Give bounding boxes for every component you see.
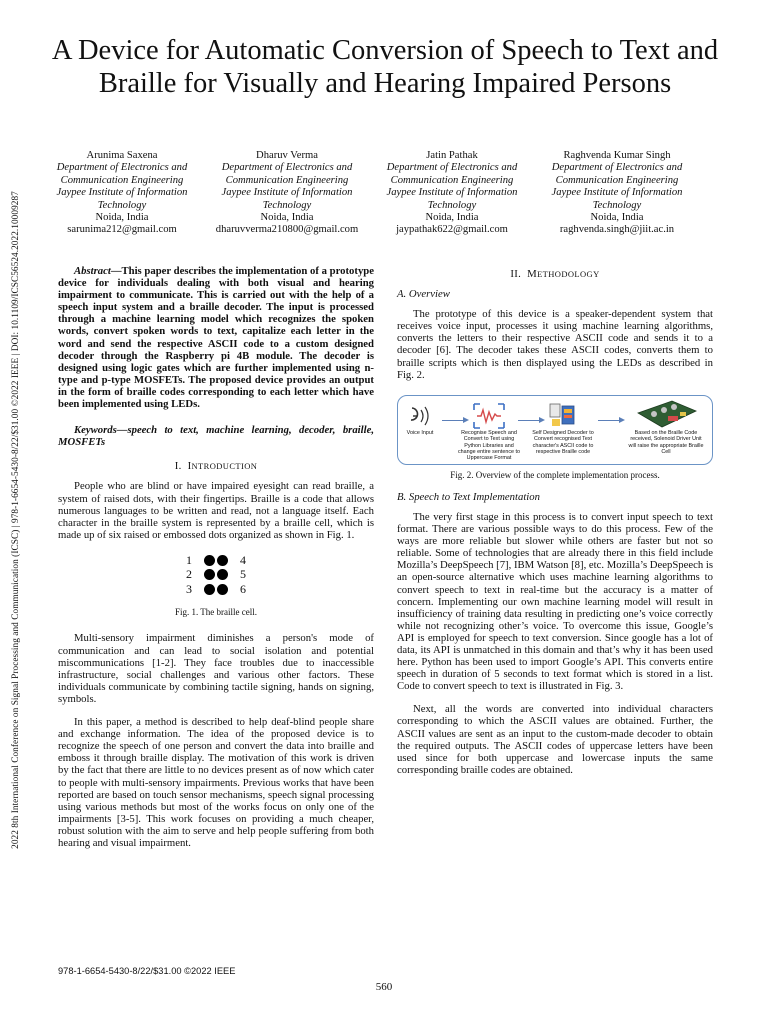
solenoid-label: Based on the Braille Code received, Solenoid Driver Unit will raise the appropriate Braille Cell	[628, 429, 704, 455]
doi-sidebar-text: 2022 8th International Conference on Signal Processing and Communication (ICSC) | 978-1-6654-5430-8/22/$31.00 ©2022 IEEE | DOI: 10.1109/ICSC56524.2022.10009287	[11, 191, 21, 849]
speech-to-text-paragraph-2: Next, all the words are converted into individual characters corresponding to which the ASCII values are obtained. Further, the ASCII values are sent as an input to the custom-made decoder to obtain the required outputs. The ASCII codes of uppercase letters have been used since for both uppercase and lowercase inputs the same corresponding braille codes are obtained.	[397, 703, 713, 776]
speech-to-text-paragraph-1: The very first stage in this process is to convert input speech to text format. There are various possible ways to do this process. Few of the ways are more reliable but slower while others are faster but not so reliable. Some of technologies that are already there in this field include Mozilla’s DeepSpeech [7], IBM Watson [8], etc. Mozilla’s DeepSpeech is an open-source alternative which uses machine learning algorithms to convert speech to text in real-time but the accuracy is a matter of concern. Implementing our own machine learning model will result in insufficiency of training data resulting in predicting one’s voice correctly while not recognizing other’s voice. To overcome this issue, Google’s API is employed for speech to text conversion. Since google has a lot of data, its API is unmatched in this domain and that’s why it has been used here. Python has been used to import Google’s API. This converts entire speech in duration of 5 seconds to text format which is stored in a list. Code to convert speech to text is illustrated in Fig. 3.	[397, 510, 713, 693]
author-dept: Communication Engineering	[390, 174, 514, 186]
dot-number: 4	[240, 552, 246, 567]
intro-paragraph-1: People who are blind or have impaired eyesight can read braille, a system of raised dots, with their fingertips. Braille is a code that allows numerous languages to be written and read, not a language itself. Each character in the braille system is represented by a braille cell, which is made up of six raised or embossed dots organized as shown in Fig. 1.	[58, 480, 374, 541]
fig2-caption: Fig. 2. Overview of the complete implementation process.	[450, 469, 660, 480]
dot-number: 6	[240, 581, 246, 596]
doi-sidebar	[3, 150, 29, 890]
braille-dot	[217, 555, 228, 566]
braille-dot	[204, 555, 215, 566]
dot-number: 3	[186, 581, 192, 596]
fig1-caption: Fig. 1. The braille cell.	[174, 607, 258, 618]
section-initial: M	[527, 268, 538, 280]
author-email[interactable]: sarunima212@gmail.com	[67, 224, 177, 236]
decoder-chip-icon	[548, 401, 578, 429]
intro-paragraph-3: In this paper, a method is described to help deaf-blind people share and exchange information. The idea of the proposed device is to recognize the speech of one person and convert the data into braille and emboss it through braille display. The motivation of this work is driven by the fact that there are little to no devices present as of now which cater to people with multi-sensory impairments. Previous works that have been reported are based on touch sensor mechanisms, speech signal processing using various methods but most of the works focus on only one of the impairments [3-5]. This work focuses on providing a much cheaper, robust solution with the aim to serve and help people suffering from both hearing and visual impairment.	[58, 716, 374, 849]
page-number: 560	[375, 981, 393, 993]
section-heading-introduction	[58, 460, 374, 472]
flow-arrow	[442, 420, 464, 422]
section-title-rest: ETHODOLOGY	[537, 269, 600, 279]
author-inst: Jaypee Institute of Information	[221, 187, 353, 199]
recognize-speech-label: Recognise Speech and Convert to Text using Python Libraries and change entire sentence to Uppercase Format	[457, 429, 521, 462]
waveform-icon	[472, 402, 506, 430]
author-dept: Department of Electronics and	[56, 162, 188, 174]
braille-dot	[217, 569, 228, 580]
voice-input-icon	[404, 402, 440, 430]
author-inst: Technology	[97, 199, 147, 211]
author-3	[372, 150, 532, 237]
braille-dot	[204, 569, 215, 580]
author-4	[537, 150, 697, 237]
overview-paragraph: The prototype of this device is a speaker-dependent system that receives voice input, processes it using machine learning algorithms, converts the letters to their respective ASCII code and sends it to a decoder [6]. The decoder takes these ASCII codes, converts them to braille scripts which is then displayed using the LEDs as described in Fig. 2.	[397, 308, 713, 381]
section-number: I.	[174, 460, 182, 473]
author-dept: Communication Engineering	[60, 174, 184, 186]
dot-number: 1	[186, 552, 192, 567]
author-name: Jatin Pathak	[426, 150, 478, 161]
section-heading-methodology	[397, 268, 713, 280]
fig2-process-diagram	[397, 395, 713, 465]
author-email[interactable]: jaypathak622@gmail.com	[396, 224, 508, 236]
braille-row	[186, 582, 246, 597]
dot-number: 2	[186, 567, 192, 582]
author-inst: Jaypee Institute of Information	[551, 187, 683, 199]
decoder-label: Self Designed Decoder to Convert recognised Text character's ASCII code to respective Braille code	[532, 429, 594, 455]
author-inst: Technology	[427, 199, 477, 211]
author-inst: Jaypee Institute of Information	[386, 187, 518, 199]
subsection-speech-to-text: B. Speech to Text Implementation	[397, 490, 540, 503]
paper-title: A Device for Automatic Conversion of Speech to Text and Braille for Visually and Hearing Impaired Persons	[51, 35, 719, 99]
keywords: Keywords—speech to text, machine learning, decoder, braille, MOSFETs	[58, 424, 374, 449]
author-inst: Jaypee Institute of Information	[56, 187, 188, 199]
braille-row	[186, 567, 246, 582]
author-inst: Technology	[262, 199, 312, 211]
circuit-board-icon	[634, 399, 698, 429]
section-number: II.	[510, 268, 522, 280]
braille-dot	[204, 584, 215, 595]
author-city: Noida, India	[260, 212, 314, 224]
braille-row	[186, 553, 246, 568]
right-column	[397, 268, 713, 776]
abstract	[58, 265, 374, 410]
subsection-overview: A. Overview	[397, 288, 450, 301]
author-name: Dharuv Verma	[256, 150, 318, 161]
author-dept: Department of Electronics and	[221, 162, 353, 174]
author-email[interactable]: dharuvverma210800@gmail.com	[215, 224, 359, 236]
author-dept: Communication Engineering	[555, 174, 679, 186]
author-city: Noida, India	[95, 212, 149, 224]
abstract-label: Abstract	[74, 265, 111, 277]
left-column	[58, 265, 374, 849]
author-dept: Department of Electronics and	[551, 162, 683, 174]
author-city: Noida, India	[590, 212, 644, 224]
author-1	[42, 150, 202, 237]
intro-paragraph-2: Multi-sensory impairment diminishes a person's mode of communication and can lead to social isolation and potential miscommunications [1-2]. They face troubles due to inaccessible infrastructure, social challenges and various other factors. These individuals communicate by combining tactile signing, hands on signing, symbols.	[58, 632, 374, 705]
flow-arrow	[598, 420, 620, 422]
section-initial: I	[187, 460, 192, 473]
author-dept: Department of Electronics and	[386, 162, 518, 174]
copyright-footer: 978-1-6654-5430-8/22/$31.00 ©2022 IEEE	[58, 966, 236, 976]
abstract-text: —This paper describes the implementation of a prototype device for individuals dealing with both visual and hearing impairment to communicate. This is carried out with the help of a speech input system and a braille decoder. The input is processed through a machine learning model which recognizes the spoken words, convert spoken words to text, capitalize each letter in the word and send the respective ASCII code to a custom designed decoder through the Raspberry pi 4B module. The decoder is designed using logic gates which are further implemented using n-type and p-type MOSFETs. The proposed device provides an output in the form of braille codes corresponding to each letter which have been implemented using LEDs.	[58, 265, 374, 411]
author-2	[207, 150, 367, 237]
author-inst: Technology	[592, 199, 642, 211]
section-title-rest: NTRODUCTION	[191, 461, 258, 472]
dot-number: 5	[240, 567, 246, 582]
author-name: Raghvenda Kumar Singh	[563, 150, 671, 161]
braille-dot	[217, 584, 228, 595]
author-name: Arunima Saxena	[86, 150, 158, 161]
author-city: Noida, India	[425, 212, 479, 224]
author-email[interactable]: raghvenda.singh@jiit.ac.in	[559, 224, 675, 236]
flow-arrow	[518, 420, 540, 422]
braille-cell-figure	[186, 553, 246, 597]
author-dept: Communication Engineering	[225, 174, 349, 186]
voice-input-label: Voice Input	[406, 429, 434, 436]
